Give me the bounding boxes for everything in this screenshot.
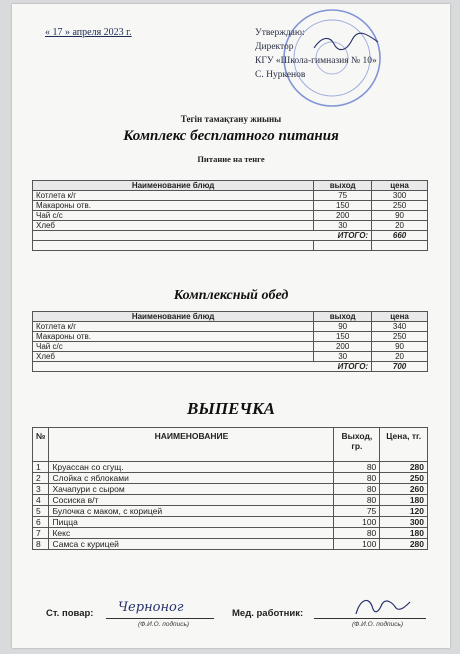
dish-name: Хлеб <box>33 221 314 231</box>
item-price: 180 <box>380 495 428 506</box>
cook-signature: Черноног <box>118 600 184 615</box>
column-header: цена <box>372 181 428 191</box>
item-name: Сосиска в/т <box>49 495 334 506</box>
item-price: 280 <box>380 539 428 550</box>
document-date: « 17 » апреля 2023 г. <box>45 27 132 38</box>
column-header: Наименование блюд <box>33 312 314 322</box>
item-name: Слойка с яблоками <box>49 473 334 484</box>
row-number: 2 <box>33 473 49 484</box>
item-name: Хачапури с сыром <box>49 484 334 495</box>
dish-out: 150 <box>314 201 372 211</box>
complex-free-table <box>32 180 428 251</box>
column-header: Цена, тг. <box>380 428 428 462</box>
column-header: выход <box>314 312 372 322</box>
dish-out: 90 <box>314 322 372 332</box>
item-price: 250 <box>380 473 428 484</box>
dish-out: 30 <box>314 352 372 362</box>
table-row <box>33 462 428 473</box>
approval-line: КГУ «Школа-гимназия № 10» <box>255 56 377 66</box>
item-name: Кекс <box>49 528 334 539</box>
dish-out: 150 <box>314 332 372 342</box>
total-label: ИТОГО: <box>33 231 372 241</box>
menu-sheet <box>12 4 450 648</box>
dish-out: 30 <box>314 221 372 231</box>
table-row <box>33 221 428 231</box>
med-label: Мед. работник: <box>232 608 304 619</box>
table-row <box>33 506 428 517</box>
item-out: 100 <box>334 517 380 528</box>
table-row <box>33 352 428 362</box>
item-price: 280 <box>380 462 428 473</box>
item-out: 80 <box>334 495 380 506</box>
row-number: 4 <box>33 495 49 506</box>
row-number: 7 <box>33 528 49 539</box>
item-out: 80 <box>334 473 380 484</box>
item-out: 75 <box>334 506 380 517</box>
column-header: Выход, гр. <box>334 428 380 462</box>
total-value: 660 <box>372 231 428 241</box>
cook-label: Ст. повар: <box>46 608 94 619</box>
approval-line: Директор <box>255 42 294 52</box>
item-name: Булочка с маком, с корицей <box>49 506 334 517</box>
item-price: 180 <box>380 528 428 539</box>
row-number: 8 <box>33 539 49 550</box>
item-name: Самса с курицей <box>49 539 334 550</box>
row-number: 6 <box>33 517 49 528</box>
dish-name: Чай с/с <box>33 211 314 221</box>
dish-name: Чай с/с <box>33 342 314 352</box>
cook-signature-line <box>106 618 214 619</box>
med-signature <box>352 594 412 620</box>
item-out: 80 <box>334 462 380 473</box>
item-price: 300 <box>380 517 428 528</box>
table-row <box>33 332 428 342</box>
approval-line: С. Нуркенов <box>255 70 306 80</box>
total-row <box>33 362 428 372</box>
dish-price: 90 <box>372 342 428 352</box>
item-out: 100 <box>334 539 380 550</box>
table-row <box>33 211 428 221</box>
total-value: 700 <box>372 362 428 372</box>
dish-out: 200 <box>314 342 372 352</box>
table-row <box>33 539 428 550</box>
dish-price: 20 <box>372 352 428 362</box>
column-header: № <box>33 428 49 462</box>
approval-line: Утверждаю: <box>255 28 305 38</box>
dish-price: 20 <box>372 221 428 231</box>
table-row <box>33 484 428 495</box>
dish-price: 300 <box>372 191 428 201</box>
empty-row <box>33 241 428 251</box>
table-row <box>33 191 428 201</box>
cook-hint: (Ф.И.О. подпись) <box>138 621 190 628</box>
row-number: 3 <box>33 484 49 495</box>
column-header: НАИМЕНОВАНИЕ <box>49 428 334 462</box>
kz-title: Тегін тамақтану жиыны <box>180 114 282 124</box>
table-row <box>33 342 428 352</box>
table-row <box>33 201 428 211</box>
dish-name: Котлета к/г <box>33 322 314 332</box>
bakery-title: ВЫПЕЧКА <box>187 399 275 418</box>
table-row <box>33 495 428 506</box>
item-price: 120 <box>380 506 428 517</box>
dish-name: Макароны отв. <box>33 201 314 211</box>
complex-lunch-table <box>32 311 428 372</box>
item-name: Круассан со сгущ. <box>49 462 334 473</box>
column-header: Наименование блюд <box>33 181 314 191</box>
column-header: выход <box>314 181 372 191</box>
item-out: 80 <box>334 484 380 495</box>
dish-out: 200 <box>314 211 372 221</box>
item-name: Пицца <box>49 517 334 528</box>
complex-lunch-title: Комплексный обед <box>173 288 289 303</box>
med-hint: (Ф.И.О. подпись) <box>352 621 404 628</box>
total-row <box>33 231 428 241</box>
dish-name: Котлета к/г <box>33 191 314 201</box>
dish-price: 250 <box>372 332 428 342</box>
dish-out: 75 <box>314 191 372 201</box>
row-number: 5 <box>33 506 49 517</box>
table-row <box>33 528 428 539</box>
total-label: ИТОГО: <box>33 362 372 372</box>
complex-free-subtitle: Питание на тенге <box>197 154 265 164</box>
dish-price: 340 <box>372 322 428 332</box>
bakery-table <box>32 427 428 550</box>
row-number: 1 <box>33 462 49 473</box>
dish-name: Макароны отв. <box>33 332 314 342</box>
item-out: 80 <box>334 528 380 539</box>
director-signature <box>312 32 382 54</box>
complex-free-title: Комплекс бесплатного питания <box>123 128 339 144</box>
table-row <box>33 322 428 332</box>
dish-name: Хлеб <box>33 352 314 362</box>
column-header: цена <box>372 312 428 322</box>
dish-price: 250 <box>372 201 428 211</box>
table-row <box>33 473 428 484</box>
dish-price: 90 <box>372 211 428 221</box>
table-row <box>33 517 428 528</box>
item-price: 260 <box>380 484 428 495</box>
